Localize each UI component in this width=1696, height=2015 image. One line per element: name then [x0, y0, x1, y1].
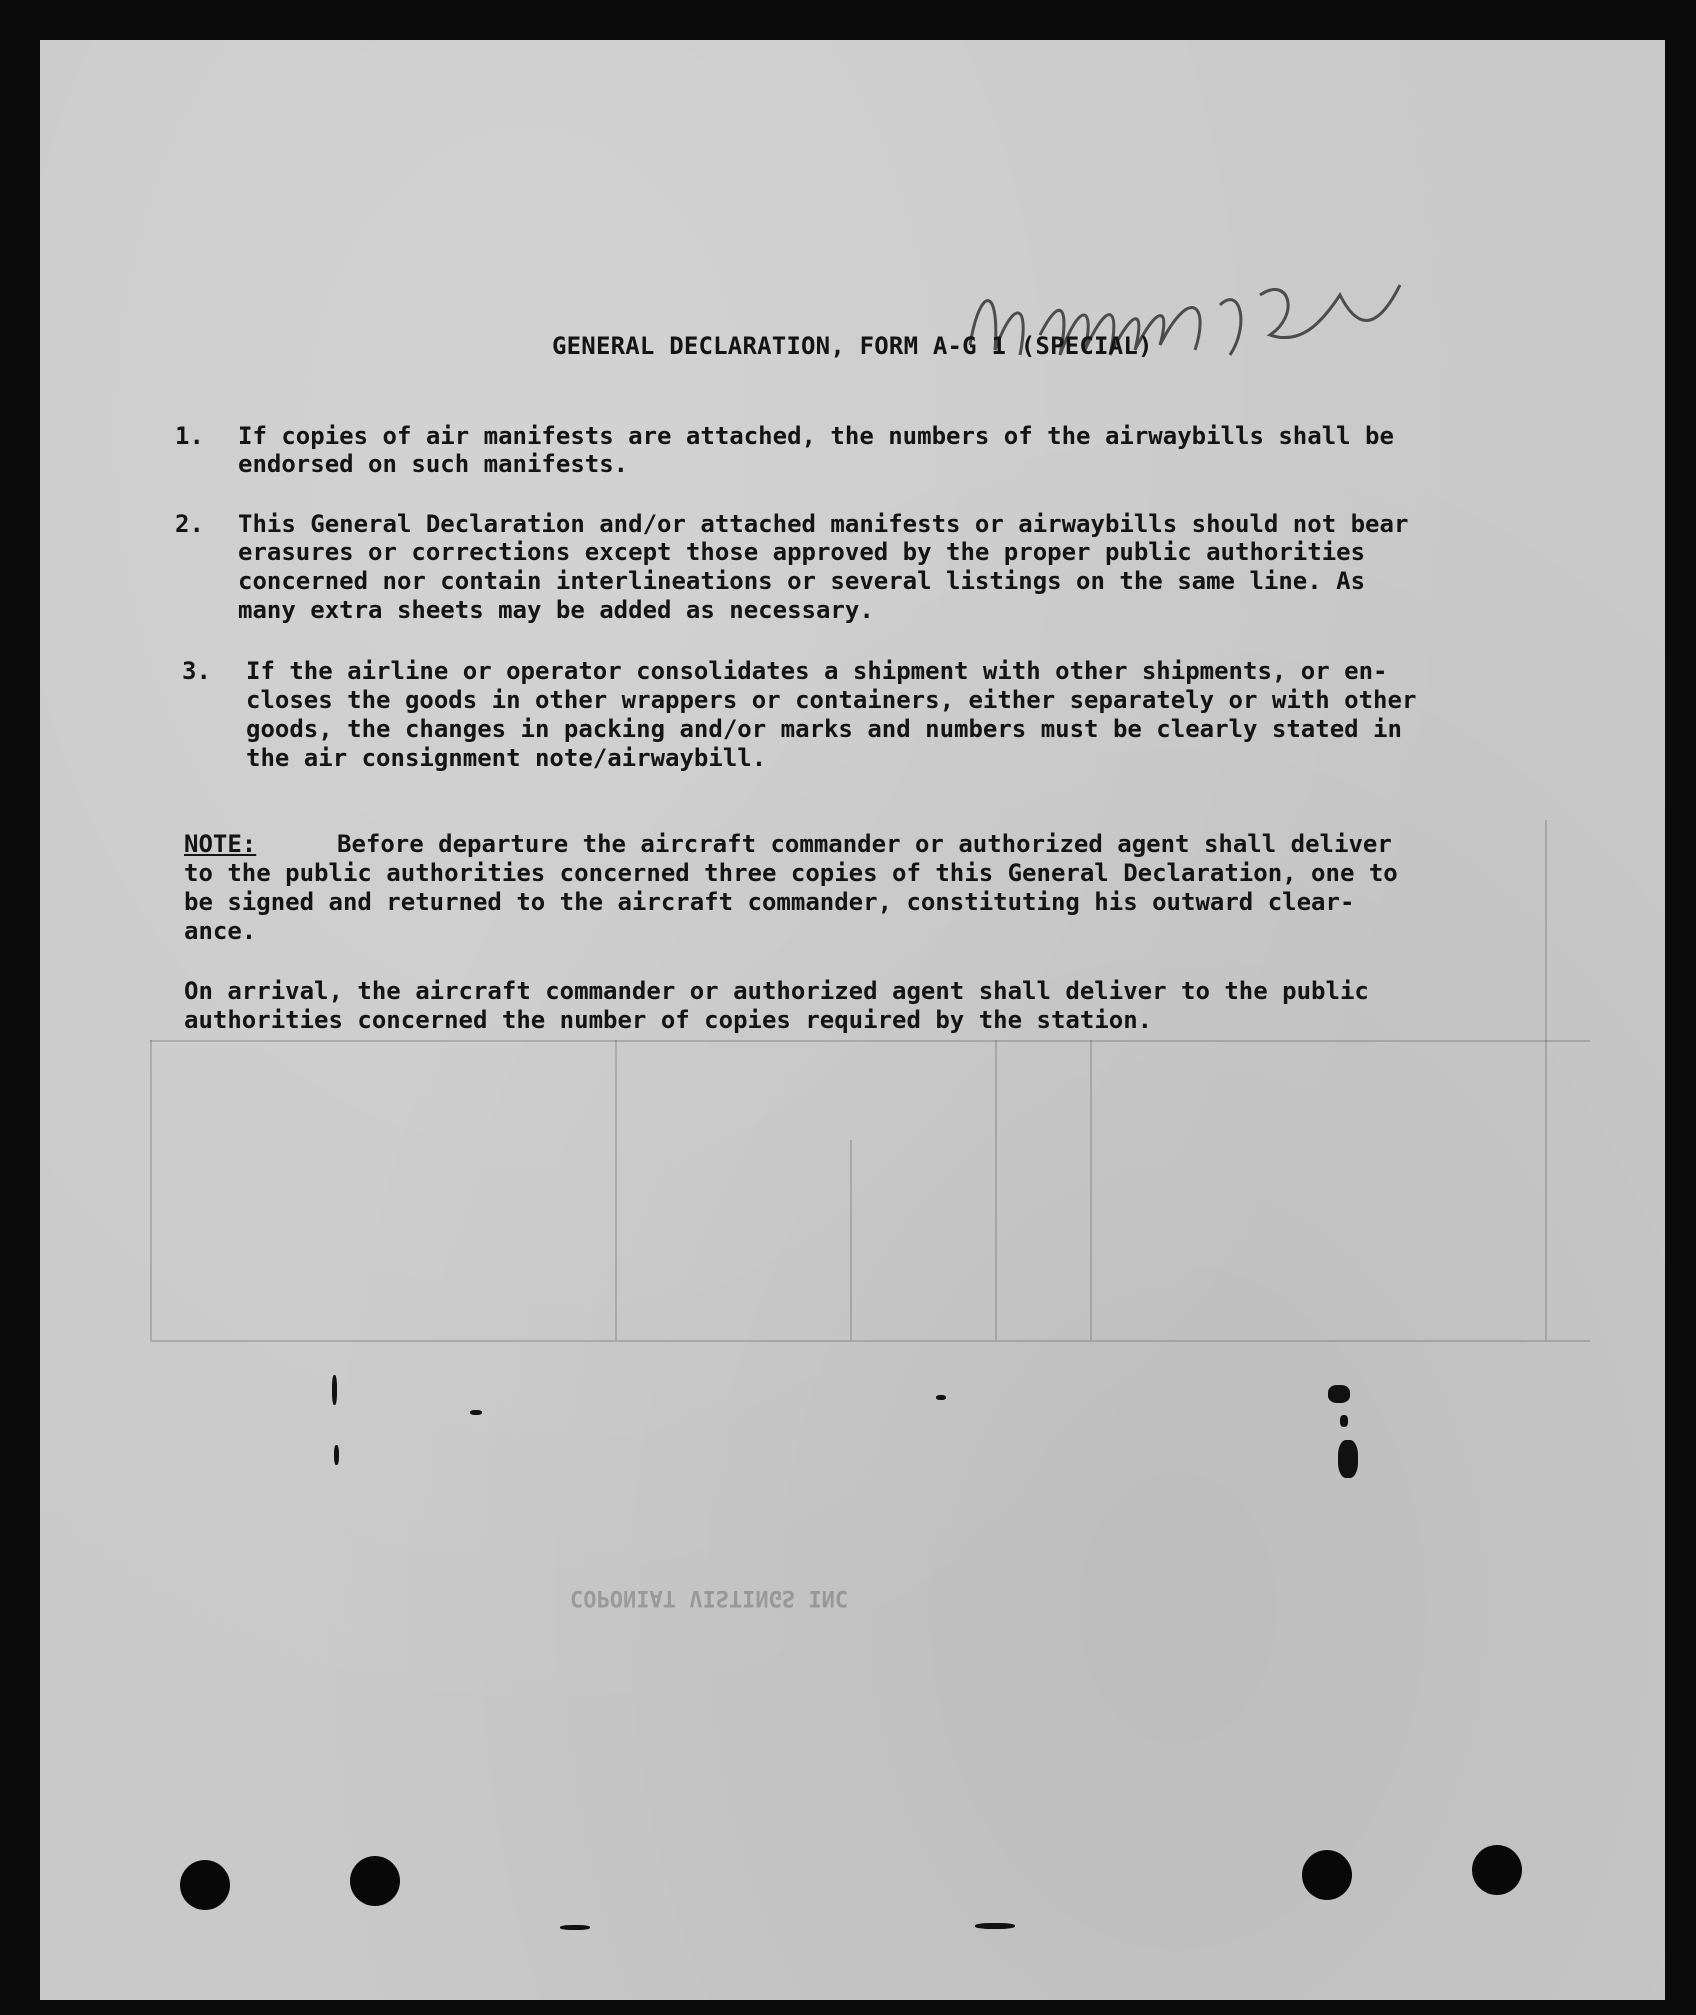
ink-speck	[560, 1925, 590, 1930]
punch-hole	[180, 1860, 230, 1910]
ink-speck	[1338, 1440, 1358, 1478]
bleed-through-text: COPONIAT VISTINGS INC	[570, 1585, 849, 1610]
bleed-through-line	[850, 1140, 852, 1340]
ink-speck	[936, 1395, 946, 1400]
item-line: goods, the changes in packing and/or marks and numbers must be clearly stated in	[246, 715, 1402, 743]
punch-hole	[1472, 1845, 1522, 1895]
item-line: If copies of air manifests are attached, the numbers of the airwaybills shall be	[238, 422, 1394, 450]
ink-speck	[1328, 1385, 1350, 1403]
item-line: concerned nor contain interlineations or several listings on the same line. As	[238, 567, 1366, 595]
item-line: closes the goods in other wrappers or containers, either separately or with other	[246, 686, 1417, 714]
note-line: to the public authorities concerned three copies of this General Declaration, one to	[184, 859, 1398, 887]
ink-speck	[470, 1410, 482, 1415]
bleed-through-line	[150, 1040, 152, 1340]
bleed-through-line	[150, 1340, 1590, 1342]
item-line: This General Declaration and/or attached manifests or airwaybills should not bear	[238, 510, 1409, 538]
punch-hole	[1302, 1850, 1352, 1900]
bleed-through-line	[150, 1040, 1590, 1042]
note-line: be signed and returned to the aircraft commander, constituting his outward clear-	[184, 888, 1355, 916]
ink-speck	[975, 1923, 1015, 1929]
note-line: Before departure the aircraft commander or authorized agent shall deliver	[337, 830, 1392, 858]
note-label: NOTE:	[184, 830, 257, 858]
note-line: ance.	[184, 917, 257, 945]
bleed-through-line	[615, 1040, 617, 1340]
arrival-line: authorities concerned the number of copies required by the station.	[184, 1006, 1153, 1034]
item-line: If the airline or operator consolidates a shipment with other shipments, or en-	[246, 657, 1388, 685]
item-line: many extra sheets may be added as necessary.	[238, 596, 874, 624]
item-number: 2.	[175, 510, 204, 538]
item-number: 1.	[175, 422, 204, 450]
bleed-through-line	[1545, 820, 1547, 1340]
bleed-through-line	[1090, 1040, 1092, 1340]
item-line: erasures or corrections except those approved by the proper public authorities	[238, 538, 1366, 566]
ink-speck	[334, 1445, 339, 1465]
arrival-line: On arrival, the aircraft commander or authorized agent shall deliver to the public	[184, 977, 1369, 1005]
item-line: the air consignment note/airwaybill.	[246, 744, 767, 772]
document-page	[40, 40, 1665, 2000]
bleed-through-line	[995, 1040, 997, 1340]
ink-speck	[1340, 1415, 1348, 1427]
item-line: endorsed on such manifests.	[238, 450, 629, 478]
document-title: GENERAL DECLARATION, FORM A-G 1 (SPECIAL)	[552, 332, 1153, 360]
punch-hole	[350, 1856, 400, 1906]
item-number: 3.	[182, 657, 211, 685]
ink-speck	[332, 1375, 337, 1405]
